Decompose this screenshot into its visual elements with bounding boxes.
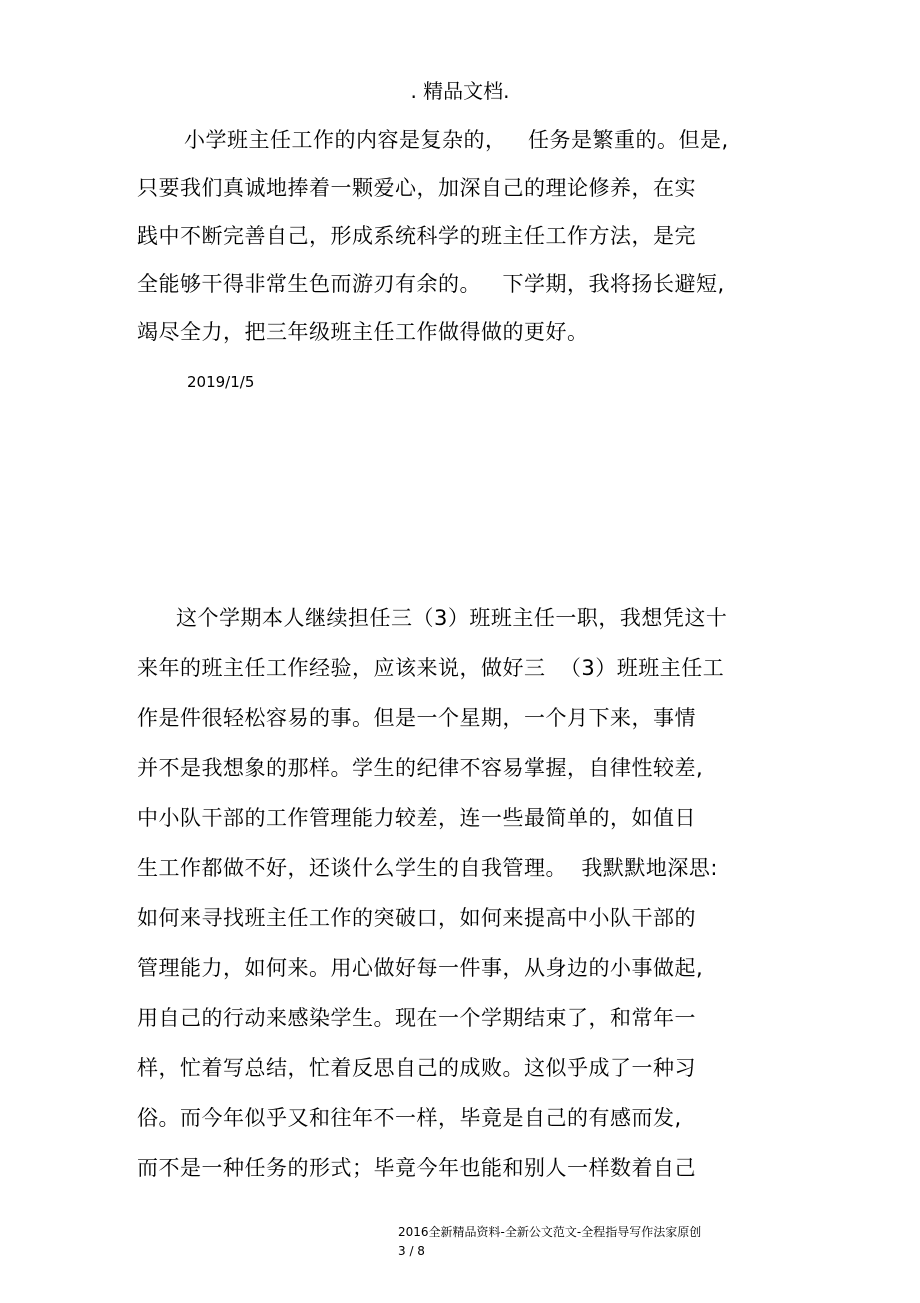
paragraph-2-line: 样，忙着写总结，忙着反思自己的成败。这似乎成了一种习 <box>137 1056 696 1080</box>
paragraph-2-line: 如何来寻找班主任工作的突破口，如何来提高中小队干部的 <box>137 906 696 930</box>
paragraph-2-line: 而不是一种任务的形式；毕竟今年也能和别人一样数着自己 <box>137 1156 696 1180</box>
paragraph-2-line: 管理能力，如何来。用心做好每一件事，从身边的小事做起, <box>137 956 704 980</box>
paragraph-2-line: 来年的班主任工作经验，应该来说，做好三 （3）班班主任工 <box>137 656 725 680</box>
paragraph-1-line: 全能够干得非常生色而游刃有余的。 下学期，我将扬长避短, <box>137 272 725 296</box>
paragraph-2-line: 作是件很轻松容易的事。但是一个星期，一个月下来，事情 <box>137 706 696 730</box>
paragraph-2-line: 用自己的行动来感染学生。现在一个学期结束了，和常年一 <box>137 1006 696 1030</box>
paragraph-2-line: 俗。而今年似乎又和往年不一样，毕竟是自己的有感而发, <box>137 1106 682 1130</box>
paragraph-1-line: 践中不断完善自己，形成系统科学的班主任工作方法，是完 <box>137 224 696 248</box>
footer-text: 2016全新精品资料-全新公文范文-全程指导写作法家原创 <box>398 1225 702 1239</box>
paragraph-1-line: 小学班主任工作的内容是复杂的， 任务是繁重的。但是, <box>184 128 729 152</box>
paragraph-2-line: 中小队干部的工作管理能力较差，连一些最简单的，如值日 <box>137 806 696 830</box>
paragraph-2-line: 这个学期本人继续担任三（3）班班主任一职，我想凭这十 <box>176 606 728 630</box>
date-text: 2019/1/5 <box>187 373 255 391</box>
page-header: . 精品文档. <box>410 79 510 103</box>
paragraph-2-line: 生工作都做不好，还谈什么学生的自我管理。 我默默地深思: <box>137 856 718 880</box>
paragraph-1-line: 只要我们真诚地捧着一颗爱心，加深自己的理论修养，在实 <box>137 176 696 200</box>
page-number: 3 / 8 <box>398 1244 425 1258</box>
paragraph-1-line: 竭尽全力，把三年级班主任工作做得做的更好。 <box>137 320 589 344</box>
paragraph-2-line: 并不是我想象的那样。学生的纪律不容易掌握，自律性较差, <box>137 756 704 780</box>
